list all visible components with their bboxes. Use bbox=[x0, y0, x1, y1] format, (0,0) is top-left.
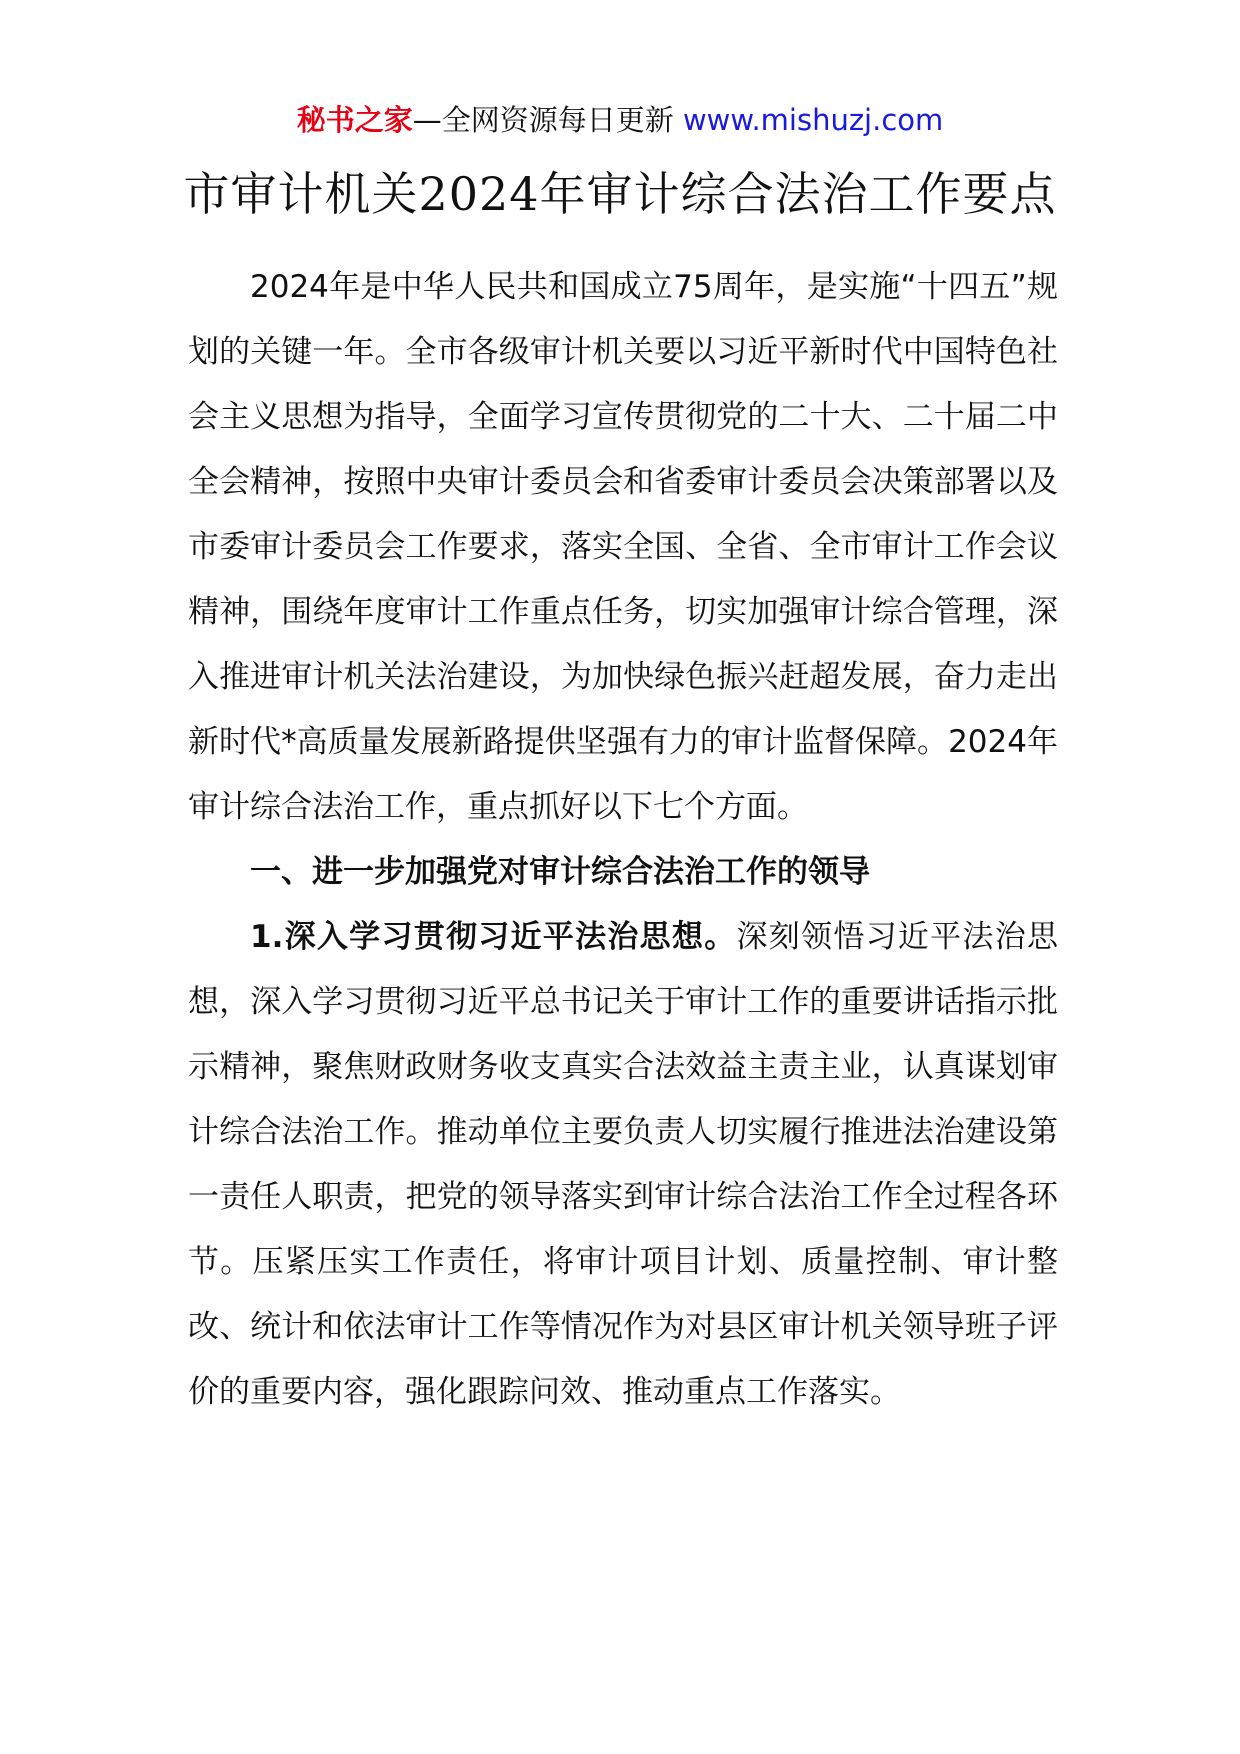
item-body: 深刻领悟习近平法治思想，深入学习贯彻习近平总书记关于审计工作的重要讲话指示批示精神，聚焦财政财务收支真实合法效益主责主业，认真谋划审计综合法治工作。推动单位主要负责人切实履行推进法治建设第一责任人职责，把党的领导落实到审计综合法治工作全过程各环节。压紧压实工作责任，将审计项目计划、质量控制、审计整改、统计和依法审计工作等情况作为对县区审计机关领导班子评价的重要内容，强化跟踪问效、推动重点工作落实。 bbox=[188, 919, 1058, 1410]
banner-brand: 秘书之家 bbox=[296, 103, 413, 137]
document-body bbox=[188, 255, 1058, 1425]
item-lead: 1.深入学习贯彻习近平法治思想。 bbox=[250, 919, 737, 955]
document-title: 市审计机关2024年审计综合法治工作要点 bbox=[183, 167, 1057, 221]
section-heading: 一、进一步加强党对审计综合法治工作的领导 bbox=[250, 854, 870, 890]
banner-url[interactable]: www.mishuzj.com bbox=[682, 103, 944, 137]
intro-paragraph: 2024年是中华人民共和国成立75周年，是实施“十四五”规划的关键一年。全市各级审计机关要以习近平新时代中国特色社会主义思想为指导，全面学习宣传贯彻党的二十大、二十届二中全会精神，按照中央审计委员会和省委审计委员会决策部署以及市委审计委员会工作要求，落实全国、全省、全市审计工作会议精神，围绕年度审计工作重点任务，切实加强审计综合管理，深入推进审计机关法治建设，为加快绿色振兴赶超发展，奋力走出新时代*高质量发展新路提供坚强有力的审计监督保障。2024年审计综合法治工作，重点抓好以下七个方面。 bbox=[188, 269, 1058, 825]
watermark-banner bbox=[0, 100, 1240, 140]
banner-slogan: —全网资源每日更新 bbox=[412, 103, 674, 137]
item-paragraph bbox=[188, 905, 1058, 1425]
